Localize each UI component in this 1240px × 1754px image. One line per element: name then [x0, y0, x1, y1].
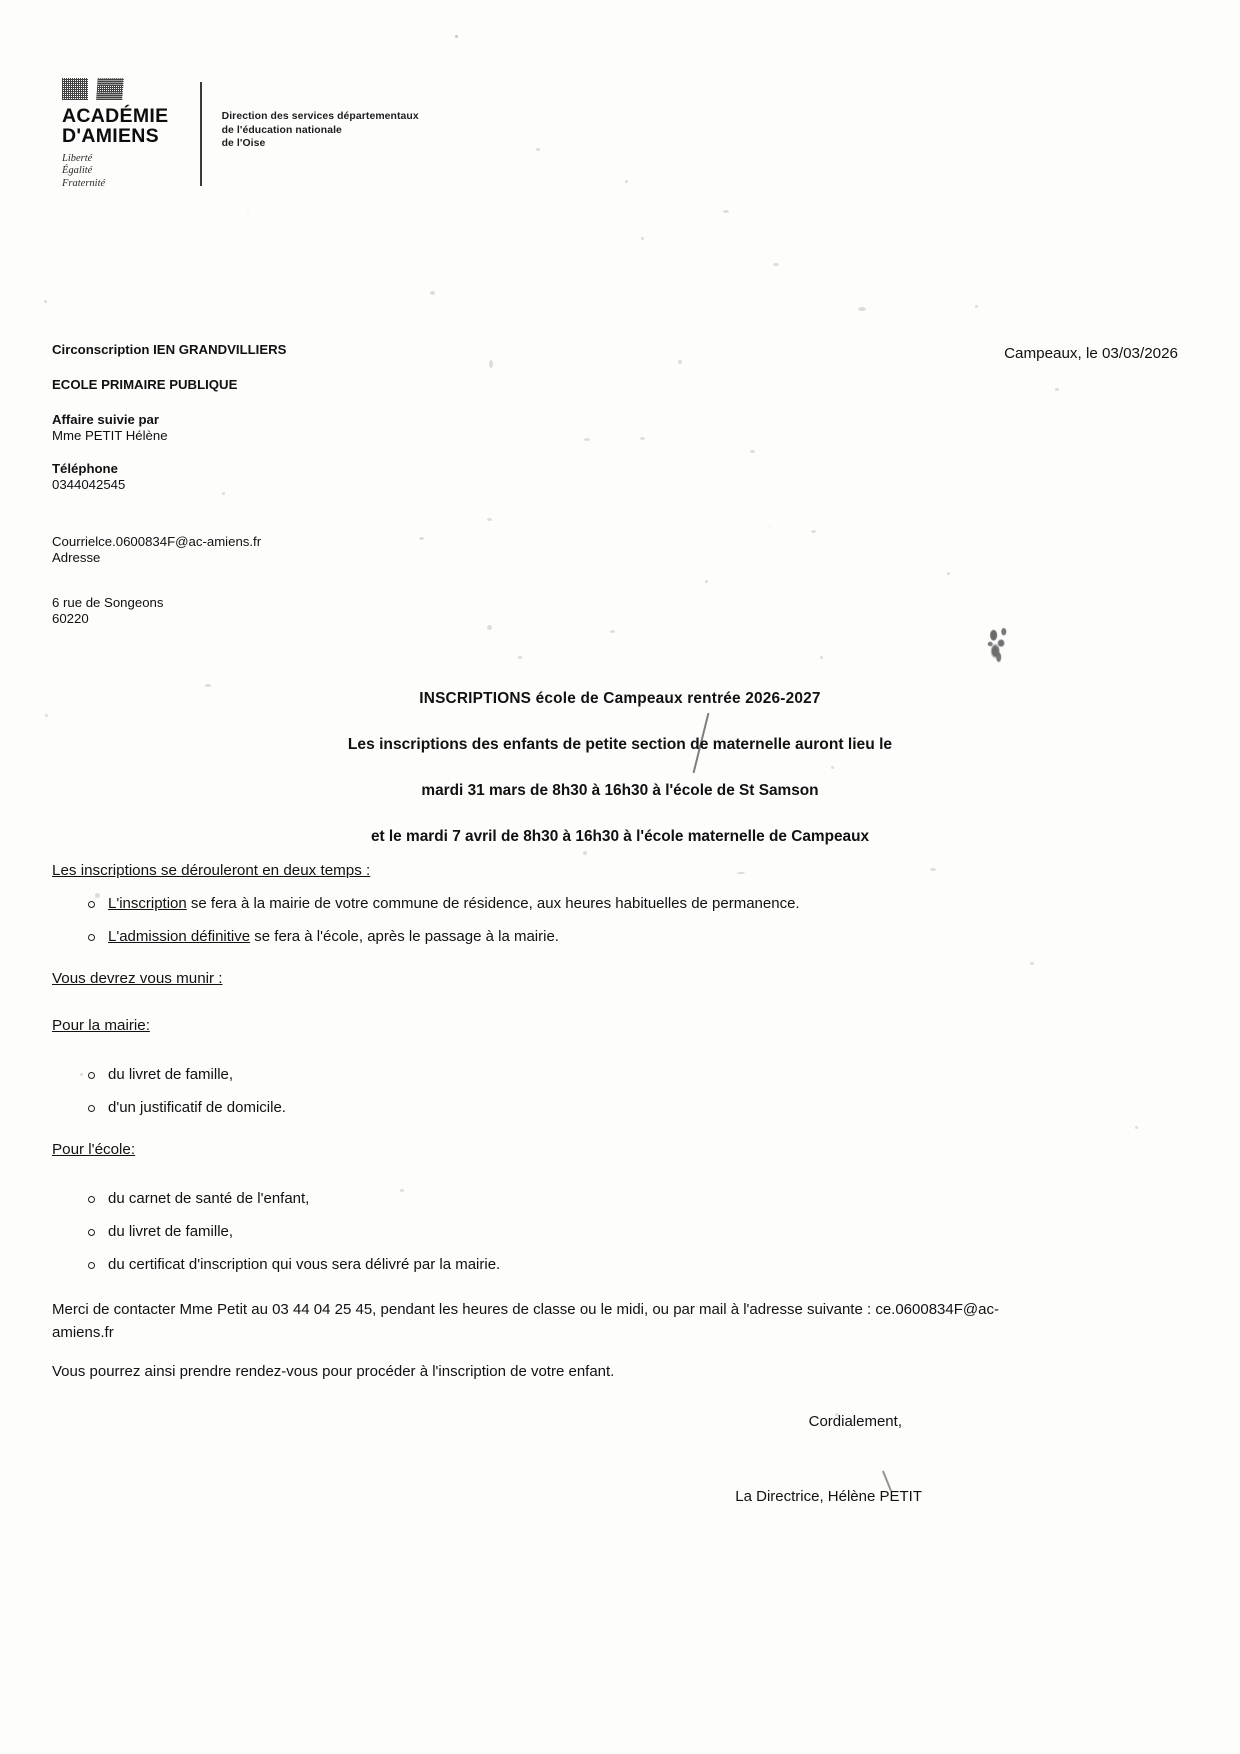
scan-speck [583, 851, 587, 855]
scan-speck [640, 437, 645, 440]
scan-speck [518, 656, 522, 659]
contact-name: Mme PETIT Hélène [52, 428, 168, 443]
mairie-heading: Pour la mairie: [52, 1017, 150, 1034]
marianne-glyph-right [96, 78, 124, 100]
step1-rest: se fera à la mairie de votre commune de résidence, aux heures habituelles de permanence. [186, 895, 800, 912]
ink-blot [980, 622, 1014, 666]
letter-body [52, 862, 1052, 1505]
address-label: Adresse [52, 550, 101, 565]
scan-speck [975, 305, 978, 308]
scan-speck [430, 291, 435, 295]
signature-line: La Directrice, Hélène PETIT [735, 1488, 922, 1505]
header-divider [200, 82, 202, 186]
republic-motto [62, 153, 182, 190]
email-block [52, 534, 482, 566]
scan-speck [610, 630, 615, 633]
scan-speck [536, 148, 540, 151]
closing-salutation: Cordialement, [808, 1413, 902, 1430]
scan-speck [811, 530, 816, 533]
circonscription-block [52, 342, 482, 358]
scan-speck [820, 656, 823, 659]
letterhead [62, 78, 419, 190]
headline-date-1: mardi 31 mars de 8h30 à 16h30 à l'école de St Samson [421, 782, 819, 799]
scan-speck [947, 572, 950, 575]
scan-speck [455, 35, 458, 38]
rdv-paragraph: Vous pourrez ainsi prendre rendez-vous pour procéder à l'inscription de votre enfant. [52, 1363, 615, 1380]
mairie-list [52, 1064, 1052, 1119]
service-line-2: de l'éducation nationale [221, 124, 342, 136]
school-block [52, 377, 482, 393]
phone-label: Téléphone [52, 461, 118, 476]
steps-list [52, 893, 1052, 948]
scan-speck [678, 360, 682, 364]
ecole-heading: Pour l'école: [52, 1141, 136, 1158]
academy-name-line1: ACADÉMIE [62, 105, 169, 127]
step2-rest: se fera à l'école, après le passage à la mairie. [250, 928, 559, 945]
address-block [52, 595, 482, 627]
document-title: INSCRIPTIONS école de Campeaux rentrée 2026-2027 [419, 690, 821, 707]
school-name: ECOLE PRIMAIRE PUBLIQUE [52, 377, 238, 392]
contact-block [52, 412, 482, 444]
scan-speck [44, 300, 47, 303]
scan-speck [641, 237, 644, 240]
list-item: du carnet de santé de l'enfant, [88, 1188, 1052, 1210]
list-item [88, 926, 1052, 948]
ecole-list [52, 1188, 1052, 1276]
scan-speck [723, 210, 729, 213]
motto-fraternite: Fraternité [62, 177, 106, 189]
list-item: du certificat d'inscription qui vous sera délivré par la mairie. [88, 1254, 1052, 1276]
dateline: Campeaux, le 03/03/2026 [1004, 345, 1178, 362]
contact-paragraph: Merci de contacter Mme Petit au 03 44 04 25 45, pendant les heures de classe ou le midi, ou par mail à l'adresse suivante : ce.0600834F@ac-amiens.fr [52, 1301, 999, 1341]
email-line: Courrielce.0600834F@ac-amiens.fr [52, 534, 262, 549]
scan-speck [205, 684, 211, 687]
circonscription-line: Circonscription IEN GRANDVILLIERS [52, 342, 287, 357]
service-line-1: Direction des services départementaux [221, 111, 419, 122]
step1-underlined: L'inscription [108, 895, 187, 912]
scan-speck [705, 580, 708, 583]
list-item [88, 893, 1052, 915]
headline-date-2: et le mardi 7 avril de 8h30 à 16h30 à l'école maternelle de Campeaux [370, 828, 870, 845]
scan-speck [858, 307, 866, 311]
scan-speck [489, 360, 493, 368]
marianne-logo-icon [62, 78, 182, 100]
academy-name-line2: D'AMIENS [62, 125, 159, 147]
scan-speck [584, 438, 590, 441]
marianne-glyph-left [62, 78, 88, 100]
scan-speck [487, 518, 492, 521]
scan-speck [773, 263, 779, 266]
step2-underlined: L'admission définitive [108, 928, 251, 945]
bring-heading: Vous devrez vous munir : [52, 970, 223, 987]
phone-value: 0344042545 [52, 477, 126, 492]
contact-label: Affaire suivie par [52, 412, 160, 427]
list-item: du livret de famille, [88, 1221, 1052, 1243]
scan-speck [1055, 388, 1059, 391]
scan-speck [750, 450, 755, 453]
steps-heading: Les inscriptions se dérouleront en deux temps : [52, 862, 371, 879]
headline-block [0, 690, 1240, 846]
academy-name [62, 106, 182, 146]
service-department [222, 78, 419, 151]
list-item: du livret de famille, [88, 1064, 1052, 1086]
list-item: d'un justificatif de domicile. [88, 1097, 1052, 1119]
phone-block [52, 461, 482, 493]
motto-egalite: Égalité [62, 165, 93, 177]
motto-liberte: Liberté [62, 153, 93, 164]
academy-brand [62, 78, 182, 190]
service-line-3: de l'Oise [221, 138, 266, 150]
address-street: 6 rue de Songeons [52, 595, 164, 610]
scan-speck [487, 625, 492, 630]
sender-info-block [52, 342, 482, 646]
address-postal: 60220 [52, 611, 89, 626]
scan-speck [625, 180, 628, 183]
scan-speck [1135, 1126, 1138, 1129]
headline-intro: Les inscriptions des enfants de petite section de maternelle auront lieu le [347, 736, 893, 753]
